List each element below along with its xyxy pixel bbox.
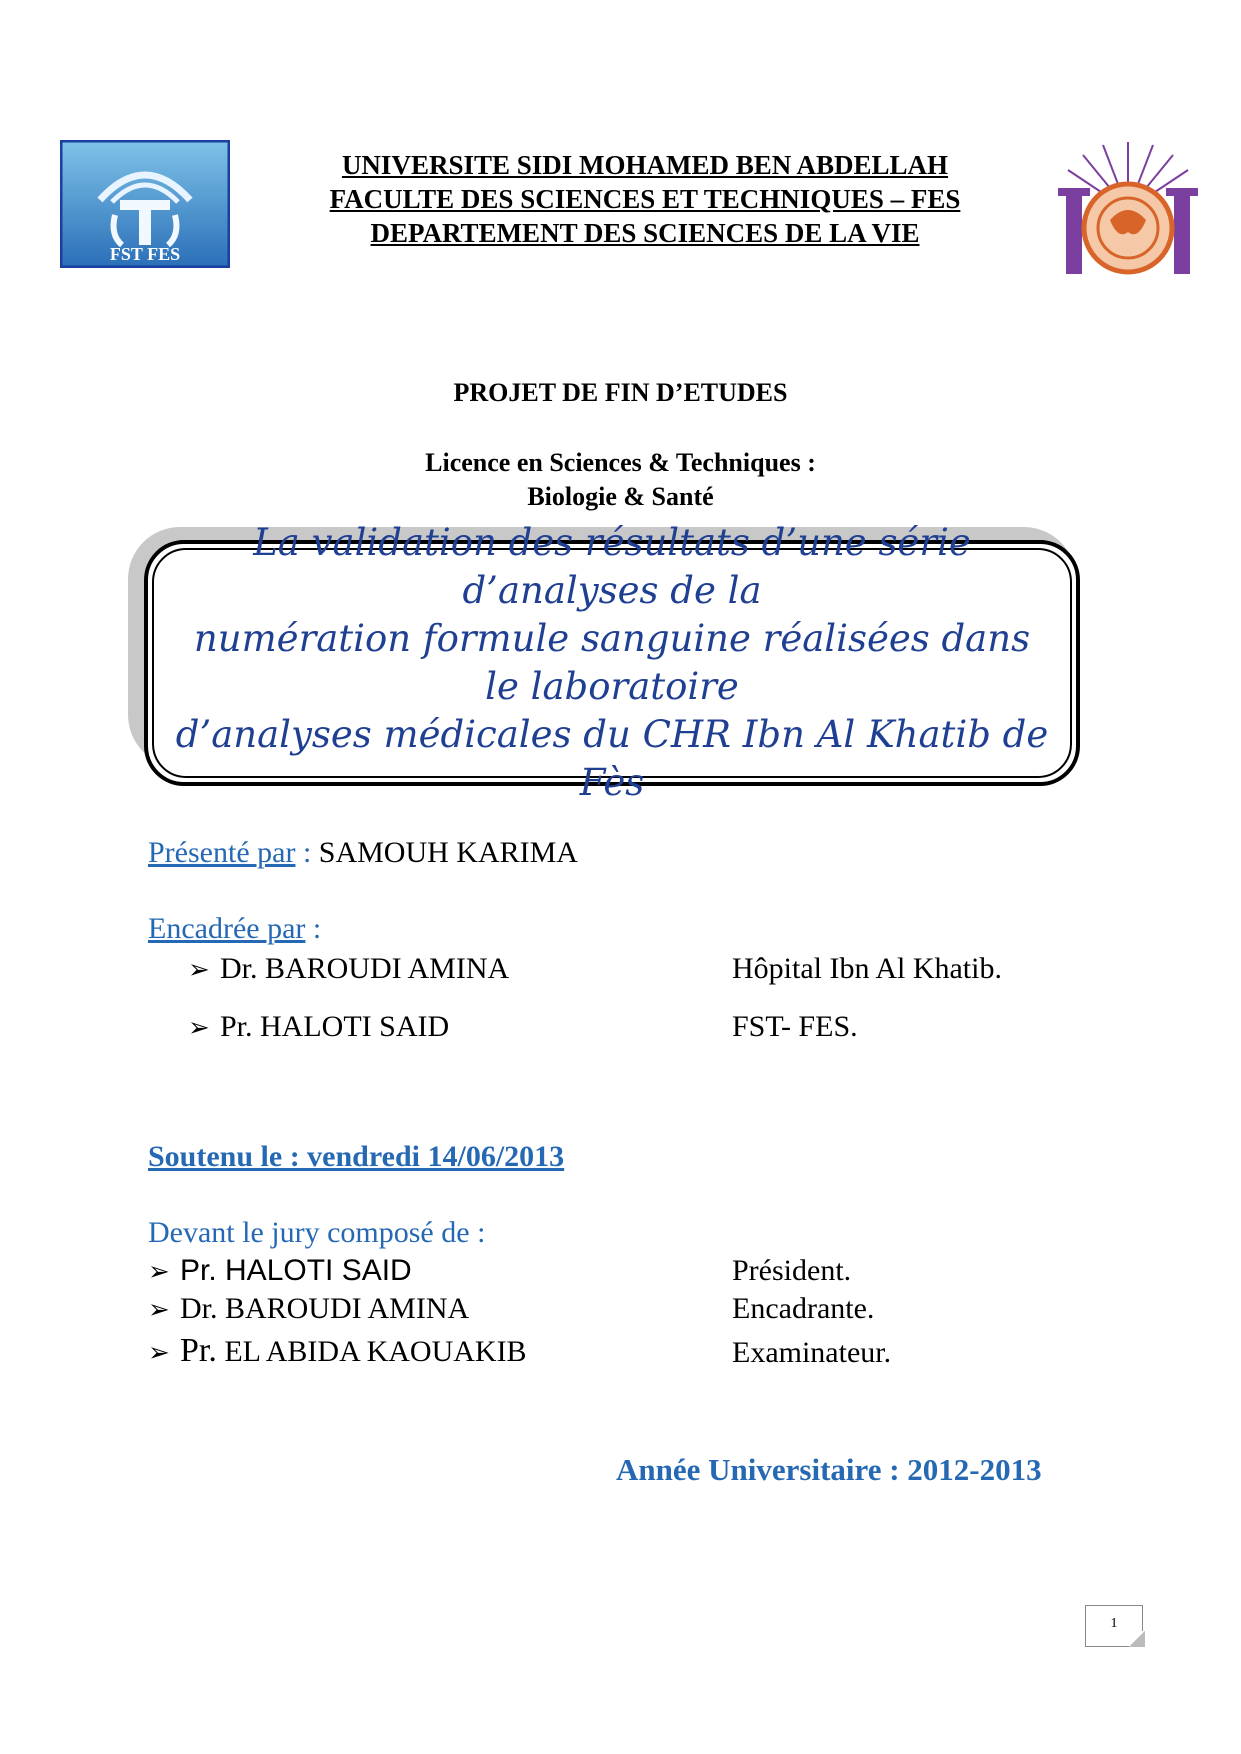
jury-heading: Devant le jury composé de : [148,1216,486,1249]
presented-by-label: Présenté par [148,836,296,869]
arrow-bullet-icon: ➢ [188,1013,210,1042]
logo-text: FST FES [109,244,181,264]
jury-member-name: Dr. BAROUDI AMINA [180,1292,470,1325]
degree-line-2: Biologie & Santé [527,482,714,511]
academic-year: Année Universitaire : 2012-2013 [616,1452,1042,1487]
supervised-by-label: Encadrée par [148,912,306,945]
arrow-bullet-icon: ➢ [148,1338,170,1367]
arrow-bullet-icon: ➢ [188,955,210,984]
supervisor-name: Pr. HALOTI SAID [220,1010,450,1043]
fst-fes-logo [60,140,230,268]
page-number: 1 [1085,1605,1143,1647]
jury-member [148,1292,469,1326]
presented-by-value: SAMOUH KARIMA [318,836,578,869]
thesis-title-line-1: La validation des résultats d’une série d’analyses de la [253,521,971,612]
jury-member [148,1254,412,1288]
thesis-title-line-3: d’analyses médicales du CHR Ibn Al Khatib de Fès [175,713,1049,804]
thesis-title [154,519,1070,807]
university-seal-logo [1048,140,1208,280]
arrow-bullet-icon: ➢ [148,1257,170,1286]
project-type: PROJET DE FIN D’ETUDES [453,378,788,407]
institution-header [250,148,1040,250]
supervised-by-sep: : [305,912,322,945]
degree-line-1: Licence en Sciences & Techniques : [425,448,816,477]
jury-member-role: Examinateur. [732,1336,892,1369]
supervisor-affiliation: Hôpital Ibn Al Khatib. [732,952,1002,985]
supervisor-affiliation: FST- FES. [732,1010,858,1043]
department-name: DEPARTEMENT DES SCIENCES DE LA VIE [370,218,920,248]
faculty-name: FACULTE DES SCIENCES ET TECHNIQUES – FES [329,184,961,214]
supervisor-row [188,1010,449,1044]
jury-member-name: EL ABIDA KAOUAKIB [224,1335,527,1368]
defense-date: Soutenu le : vendredi 14/06/2013 [148,1140,565,1173]
page-fold-icon [1129,1631,1145,1647]
supervisor-name: Dr. BAROUDI AMINA [220,952,510,985]
jury-member [148,1332,527,1370]
supervised-by [148,912,321,946]
degree [0,446,1241,514]
jury-member-role: Encadrante. [732,1292,875,1325]
supervisor-row [188,952,509,986]
presented-by [148,836,578,870]
arrow-bullet-icon: ➢ [148,1295,170,1324]
jury-member-name: Pr. HALOTI SAID [180,1254,412,1287]
thesis-title-line-2: numération formule sanguine réalisées dans le laboratoire [193,617,1031,708]
presented-by-sep: : [295,836,319,869]
jury-member-role: Président. [732,1254,852,1287]
jury-member-title: Pr. [180,1332,217,1369]
university-name: UNIVERSITE SIDI MOHAMED BEN ABDELLAH [341,150,949,180]
title-box-inner [152,521,1072,804]
